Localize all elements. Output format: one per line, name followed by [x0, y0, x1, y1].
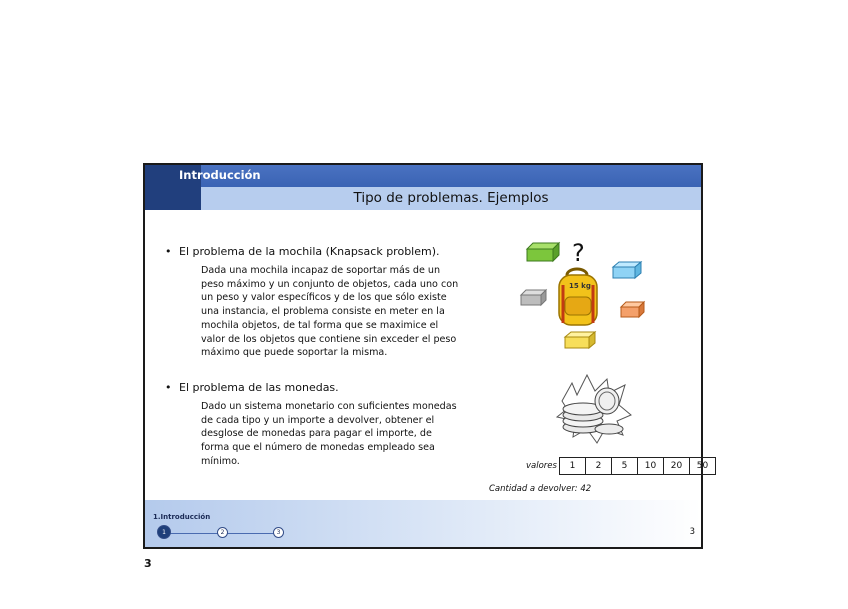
- slide: [143, 163, 709, 549]
- coins-illustration: [547, 371, 637, 449]
- slide-title: Tipo de problemas. Ejemplos: [353, 190, 549, 206]
- coin-values-table: [526, 457, 716, 475]
- gray-box-icon: [521, 290, 546, 305]
- coin-value-cell: 5: [611, 457, 638, 475]
- section-title: Introducción: [179, 168, 261, 182]
- coin-value-cell: 2: [585, 457, 612, 475]
- bullet-knapsack: [165, 245, 440, 258]
- title-bar: [201, 187, 701, 210]
- coin-value-cell: 1: [559, 457, 586, 475]
- values-label: valores: [526, 461, 557, 471]
- text-line: Dada una mochila incapaz de soportar más de un: [201, 265, 441, 276]
- progress-node-2[interactable]: 2: [217, 527, 228, 538]
- coins-description: [201, 400, 501, 469]
- knapsack-illustration: [517, 235, 651, 355]
- text-line: una instancia, el problema consiste en meter en la: [201, 306, 445, 318]
- coin-value-cell: 10: [637, 457, 664, 475]
- bullet-coins: [165, 381, 339, 394]
- text-line: máximo que puede soportar la misma.: [201, 347, 388, 359]
- coin-value-cell: 20: [663, 457, 690, 475]
- text-line: peso máximo y un conjunto de objetos, cada uno con: [201, 278, 459, 290]
- coin-value-cell: 50: [689, 457, 716, 475]
- knapsack-heading: El problema de la mochila (Knapsack problem).: [179, 245, 440, 258]
- green-box-icon: [527, 243, 559, 261]
- text-line: mochila objetos, de tal forma que se maximice el: [201, 319, 439, 331]
- bullet-dot: •: [165, 245, 172, 258]
- backpack-icon: [559, 269, 597, 325]
- question-mark: ?: [572, 239, 585, 267]
- text-line: desglose de monedas para pagar el importe, de: [201, 428, 432, 440]
- text-line: un peso y valor específicos y de los que sólo existe: [201, 292, 447, 304]
- slide-footer: [145, 500, 701, 547]
- blue-box-icon: [613, 262, 641, 278]
- page-number: 3: [144, 557, 152, 570]
- coins-icon: [557, 375, 631, 443]
- orange-box-icon: [621, 302, 644, 317]
- bullet-dot: •: [165, 381, 172, 394]
- footer-section-label: 1.Introducción: [153, 513, 211, 521]
- knapsack-description: [201, 264, 501, 360]
- progress-node-3[interactable]: 3: [273, 527, 284, 538]
- text-line: Dado un sistema monetario con suficientes monedas: [201, 401, 457, 412]
- bag-weight-label: 15 kg: [569, 282, 591, 290]
- text-line: forma que el número de monedas empleado sea: [201, 442, 435, 454]
- slide-page-number: 3: [689, 527, 695, 537]
- progress-node-1[interactable]: 1: [157, 525, 171, 539]
- yellow-box-icon: [565, 332, 595, 348]
- text-line: mínimo.: [201, 455, 240, 467]
- amount-to-return: Cantidad a devolver: 42: [489, 484, 592, 494]
- text-line: valor de los objetos que contiene sin exceder el peso: [201, 333, 457, 345]
- text-line: de cada tipo y un importe a devolver, obtener el: [201, 414, 435, 426]
- coins-heading: El problema de las monedas.: [179, 381, 339, 394]
